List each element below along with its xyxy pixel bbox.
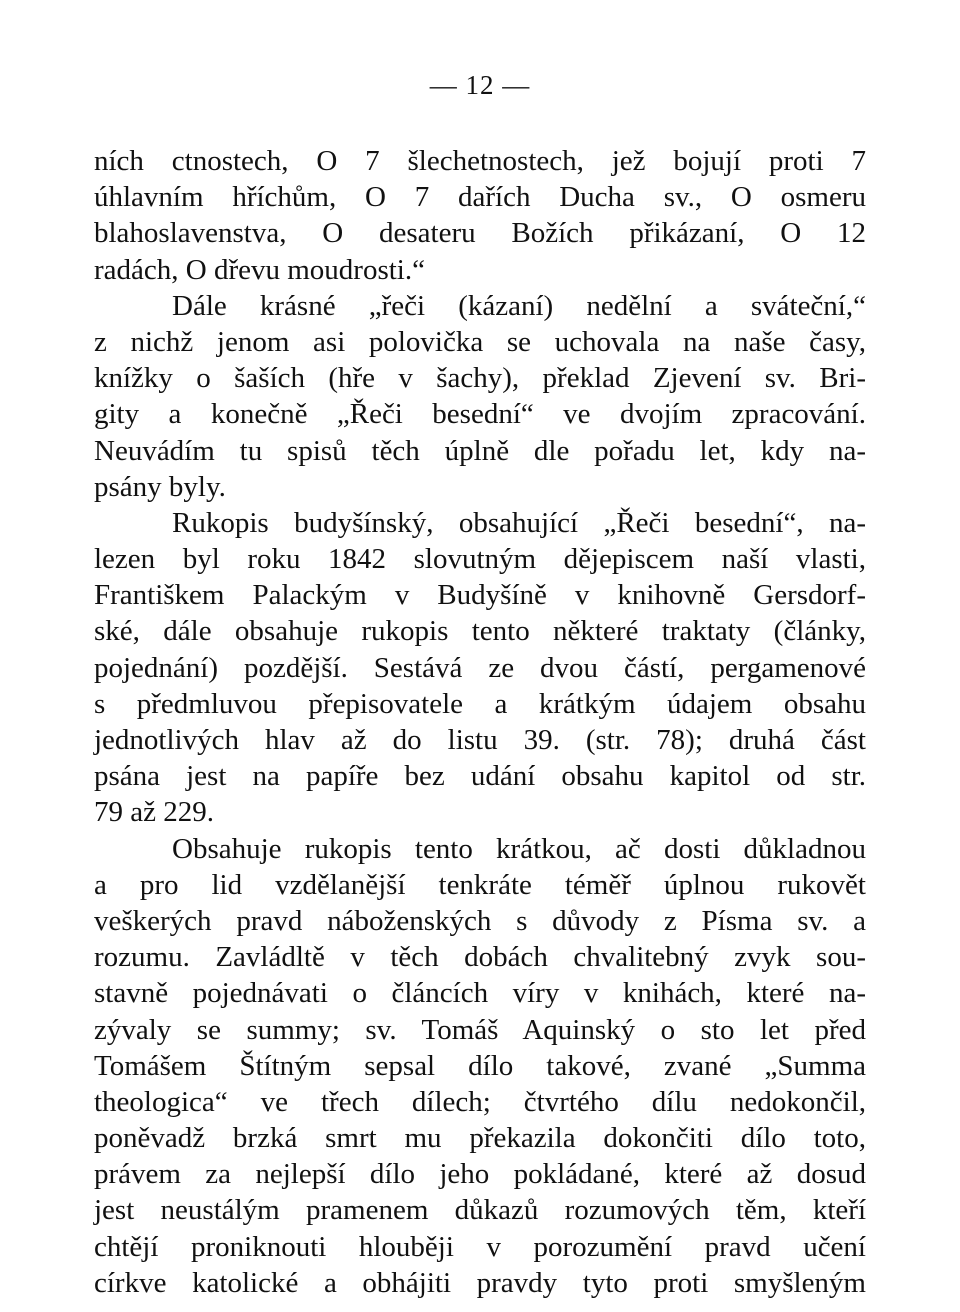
body-text <box>94 143 866 1301</box>
text-line: zývaly se summy; sv. Tomáš Aquinský o sto let před <box>94 1013 866 1046</box>
text-line: stavně pojednávati o článcích víry v knihách, které na- <box>94 977 866 1010</box>
text-line: gity a konečně „Řeči besední“ ve dvojím zpracování. <box>94 398 866 431</box>
text-line: blahoslavenstva, O desateru Božích přikázaní, O 12 <box>94 217 866 250</box>
text-line: knížky o šaších (hře v šachy), překlad Zjevení sv. Bri- <box>94 362 866 395</box>
paragraph-start-line: Dále krásné „řeči (kázaní) nedělní a sváteční,“ <box>172 289 866 322</box>
text-line: poněvadž brzká smrt mu překazila dokončiti dílo toto, <box>94 1122 866 1155</box>
text-line: a pro lid vzdělanější tenkráte téměř úplnou rukovět <box>94 868 866 901</box>
page-number: — 12 — <box>429 70 531 100</box>
text-line: církve katolické a obhájiti pravdy tyto proti smyšleným <box>94 1266 866 1299</box>
paragraph-start-line: Rukopis budyšínský, obsahující „Řeči besední“, na- <box>172 506 866 539</box>
paragraph-start-line: Obsahuje rukopis tento krátkou, ač dosti důkladnou <box>172 832 866 865</box>
text-line: lezen byl roku 1842 slovutným dějepiscem naší vlasti, <box>94 543 866 576</box>
text-line: jednotlivých hlav až do listu 39. (str. 78); druhá část <box>94 724 866 756</box>
text-line: úhlavním hříchům, O 7 dařích Ducha sv., O osmeru <box>94 181 866 214</box>
text-line: veškerých pravd náboženských s důvody z Písma sv. a <box>94 904 866 937</box>
text-line: radách, O dřevu moudrosti.“ <box>94 253 425 286</box>
text-line: chtějí proniknouti hlouběji v porozumění pravd učení <box>94 1230 866 1263</box>
text-line: ních ctnostech, O 7 šlechetnostech, jež bojují proti 7 <box>94 145 866 177</box>
text-line: jest neustálým pramenem důkazů rozumových těm, kteří <box>94 1194 866 1227</box>
text-line: pojednání) pozdější. Sestává ze dvou částí, pergamenové <box>94 651 866 684</box>
text-line: theologica“ ve třech dílech; čtvrtého dílu nedokončil, <box>94 1085 866 1118</box>
text-line: z nichž jenom asi polovička se uchovala na naše časy, <box>94 325 866 358</box>
text-line: rozumu. Zavládltě v těch dobách chvalitebný zvyk sou- <box>94 941 866 974</box>
text-line: Tomášem Štítným sepsal dílo takové, zvané „Summa <box>94 1049 866 1082</box>
text-line: ské, dále obsahuje rukopis tento některé traktaty (články, <box>94 615 866 648</box>
text-line: Františkem Palackým v Budyšíně v knihovně Gersdorf- <box>94 579 866 612</box>
text-line: právem za nejlepší dílo jeho pokládané, které až dosud <box>94 1158 866 1191</box>
text-line: psána jest na papíře bez udání obsahu kapitol od str. <box>94 760 866 793</box>
text-line: s předmluvou přepisovatele a krátkým údajem obsahu <box>94 687 866 720</box>
text-line: psány byly. <box>94 470 226 503</box>
text-line: 79 až 229. <box>94 796 214 829</box>
text-line: Neuvádím tu spisů těch úplně dle pořadu let, kdy na- <box>94 434 866 467</box>
